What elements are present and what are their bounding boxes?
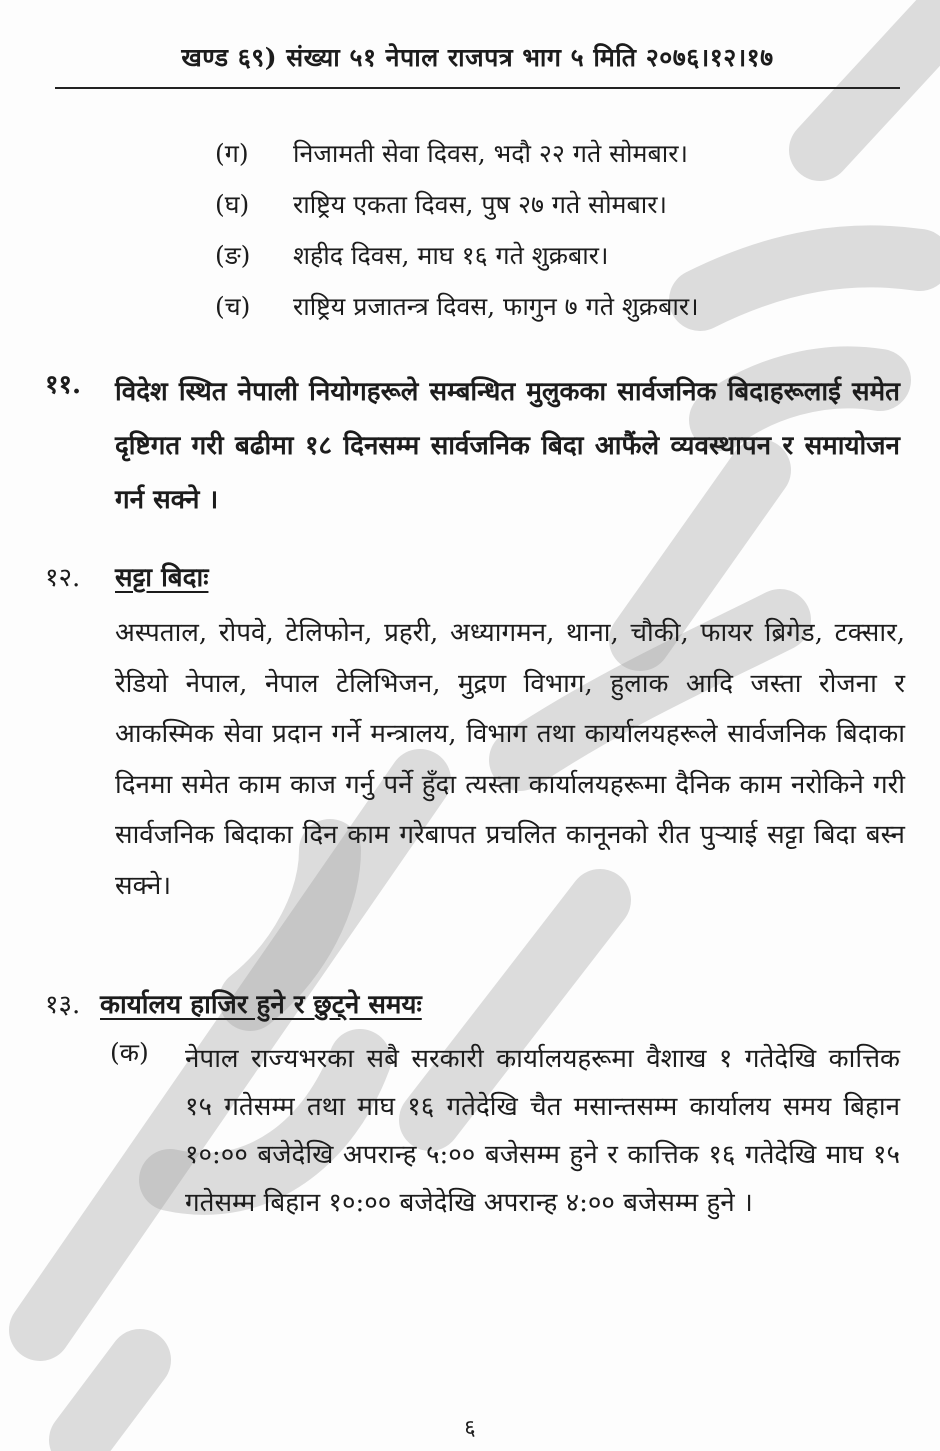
subsection-marker: (क) bbox=[110, 1038, 149, 1067]
section-title: कार्यालय हाजिर हुने र छुट्ने समयः bbox=[100, 990, 422, 1020]
list-item bbox=[215, 128, 885, 179]
list-item-text: राष्ट्रिय एकता दिवस, पुष २७ गते सोमबार। bbox=[293, 190, 667, 219]
list-item bbox=[215, 179, 885, 230]
list-item bbox=[215, 281, 885, 332]
list-item-marker: (ङ) bbox=[215, 241, 251, 270]
list-item-marker: (घ) bbox=[215, 190, 250, 219]
list-item-marker: (ग) bbox=[215, 139, 249, 168]
section-number: ११. bbox=[45, 370, 82, 400]
section-text: विदेश स्थित नेपाली नियोगहरूले सम्बन्धित मुलुकका सार्वजनिक बिदाहरूलाई समेत दृष्टिगत गरी बढीमा १८ दिनसम्म सार्वजनिक बिदा आफैंले व्यवस्थापन र समायोजन गर्न सक्ने । bbox=[115, 377, 900, 515]
list-item-text: शहीद दिवस, माघ १६ गते शुक्रबार। bbox=[293, 241, 609, 270]
list-item-text: राष्ट्रिय प्रजातन्त्र दिवस, फागुन ७ गते शुक्रबार। bbox=[293, 292, 699, 321]
header-divider bbox=[55, 87, 900, 89]
subsection-paragraph: नेपाल राज्यभरका सबै सरकारी कार्यालयहरूमा वैशाख १ गतेदेखि कात्तिक १५ गतेसम्म तथा माघ १६ गतेदेखि चैत मसान्तसम्म कार्यालय समय बिहान १०:०० बजेदेखि अपरान्ह ५:०० बजेसम्म हुने र कात्तिक १६ गतेदेखि माघ १५ गतेसम्म बिहान १०:०० बजेदेखि अपरान्ह ४:०० बजेसम्म हुने । bbox=[185, 1044, 900, 1218]
section-number: १३. bbox=[45, 990, 81, 1020]
list-item bbox=[215, 230, 885, 281]
gazette-header: खण्ड ६९) संख्या ५१ नेपाल राजपत्र भाग ५ मिति २०७६।१२।१७ bbox=[181, 43, 774, 72]
list-item-marker: (च) bbox=[215, 292, 251, 321]
section-number: १२. bbox=[45, 563, 81, 593]
holiday-list bbox=[215, 128, 885, 332]
section-title: सट्टा बिदाः bbox=[115, 563, 209, 593]
section-paragraph: अस्पताल, रोपवे, टेलिफोन, प्रहरी, अध्यागमन, थाना, चौकी, फायर ब्रिगेड, टक्सार, रेडियो नेपाल, नेपाल टेलिभिजन, मुद्रण विभाग, हुलाक आदि जस्ता रोजना र आकस्मिक सेवा प्रदान गर्ने मन्त्रालय, विभाग तथा कार्यालयहरूले सार्वजनिक बिदाका दिनमा समेत काम काज गर्नु पर्ने हुँदा त्यस्ता कार्यालयहरूमा दैनिक काम नरोकिने गरी सार्वजनिक बिदाका दिन काम गरेबापत प्रचलित कानूनको रीत पुऱ्याई सट्टा बिदा बस्न सक्ने। bbox=[115, 618, 905, 901]
list-item-text: निजामती सेवा दिवस, भदौ २२ गते सोमबार। bbox=[293, 139, 688, 168]
page-number: ६ bbox=[464, 1416, 476, 1441]
